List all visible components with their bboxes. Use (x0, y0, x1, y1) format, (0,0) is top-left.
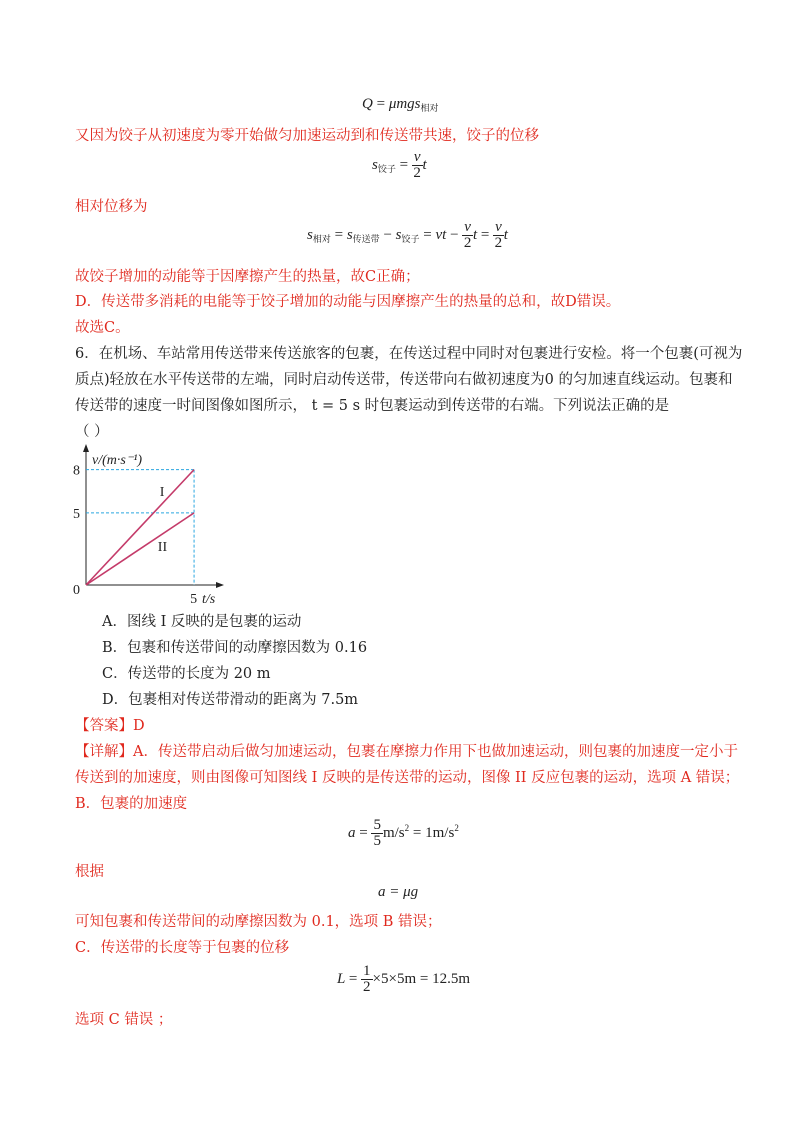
text-line-3: 故饺子增加的动能等于因摩擦产生的热量，故C正确； (75, 269, 420, 285)
eq-l: L (337, 970, 346, 987)
detail-line-3: B．包裹的加速度 (75, 796, 188, 812)
eq-a: a (348, 824, 356, 841)
eq-t: t (422, 156, 427, 173)
series-label-II: II (157, 540, 168, 556)
fraction (493, 220, 504, 251)
text-line-4: D．传送带多消耗的电能等于饺子增加的动能与因摩擦产生的热量的总和，故D错误。 (75, 294, 621, 310)
eq-subscript: 相对 (420, 103, 439, 113)
y-tick-label: 5 (73, 506, 80, 522)
y-axis-arrow (83, 444, 89, 452)
eq-lhs: Q (362, 96, 373, 112)
equation-belt-length: L = $\frac{1}{2}$ ×5×5m = 12.5m (337, 963, 471, 995)
fraction (361, 964, 373, 995)
fraction-num: v (464, 219, 471, 235)
fraction-num: v (413, 149, 421, 165)
question-6-line-3: 传送带的速度一时间图像如图所示， t = 5 s 时包裹运动到传送带的右端。下列说法正确的是 (75, 398, 670, 414)
eq-sub: 饺子 (401, 233, 420, 244)
fraction-den: 2 (463, 235, 472, 251)
eq-rhs: μmgs (388, 96, 421, 112)
eq-s: s (346, 226, 353, 243)
x-axis-arrow (216, 582, 224, 588)
eq-rhs: 1m/s (425, 824, 455, 841)
fraction-den: 2 (363, 979, 371, 995)
eq-s: s (307, 226, 313, 243)
equation-heat: Q = μmgs$_{相对}$ (362, 96, 439, 113)
y-tick-label: 8 (73, 463, 80, 479)
eq-unit: m/s (382, 824, 405, 841)
eq-t: t (503, 226, 508, 243)
fraction-den: 2 (494, 235, 503, 251)
eq-sub: 相对 (312, 233, 331, 244)
x-tick-label: 5 (190, 592, 198, 607)
eq-rest: ×5×5m = 12.5m (372, 970, 471, 987)
series-label-I: I (159, 484, 165, 500)
option-b: B．包裹和传送带间的动摩擦因数为 0.16 (102, 640, 368, 656)
question-6-line-1: 6．在机场、车站常用传送带来传送旅客的包裹，在传送过程中同时对包裹进行安检。将一个包裹(可视为 (75, 346, 743, 362)
fraction (412, 150, 423, 181)
detail-line-7: 选项 C 错误 ； (75, 1012, 173, 1028)
equation-acceleration: a = $\frac{5}{5}$ $m/s^2 = 1m/s^2$ (348, 817, 459, 849)
fraction-den: 2 (413, 165, 421, 181)
origin-label: 0 (73, 583, 80, 598)
question-6-line-2: 质点)轻放在水平传送带的左端，同时启动传送带，传送带向右做初速度为0 的匀加速直线运动。包裹和 (75, 372, 733, 388)
eq-sub: 传送带 (352, 233, 380, 244)
series-line-I (86, 470, 194, 585)
eq-t: t (472, 226, 478, 243)
option-c: C．传送带的长度为 20 m (102, 666, 271, 682)
equation-friction: a = μg (378, 884, 419, 900)
answer-label: 【答案】D (75, 718, 145, 734)
series-line-II (86, 513, 194, 585)
fraction-num: 5 (373, 817, 381, 833)
velocity-time-chart (65, 440, 235, 610)
detail-line-4: 根据 (75, 864, 104, 880)
fraction (371, 818, 383, 849)
question-6-answer-blank: （ ） (75, 424, 109, 440)
eq-vt: vt (435, 226, 447, 243)
option-d: D．包裹相对传送带滑动的距离为 7.5m (102, 692, 359, 708)
text-line-2: 相对位移为 (75, 199, 148, 215)
option-a: A．图线 I 反映的是包裹的运动 (102, 614, 302, 630)
y-axis-label: v/(m·s⁻¹) (92, 453, 143, 468)
detail-line-2: 传送到的加速度，则由图像可知图线 I 反映的是传送带的运动，图像 II 反应包裹的运动，选项 A 错误； (75, 770, 740, 786)
fraction-num: v (495, 219, 502, 235)
x-axis-label: t/s (202, 592, 216, 607)
text-line-5: 故选C。 (75, 320, 130, 336)
eq-s: s (372, 156, 378, 173)
fraction (462, 220, 473, 251)
detail-line-1: 【详解】A．传送带启动后做匀加速运动，包裹在摩擦力作用下也做加速运动，则包裹的加速度一定小于 (75, 744, 738, 760)
fraction-den: 5 (373, 833, 381, 849)
detail-line-5: 可知包裹和传送带间的动摩擦因数为 0.1，选项 B 错误； (75, 914, 442, 930)
eq-subscript: 饺子 (377, 163, 396, 174)
text-line-1: 又因为饺子从初速度为零开始做匀加速运动到和传送带共速，饺子的位移 (75, 128, 539, 144)
eq-s: s (395, 226, 402, 243)
fraction-num: 1 (363, 963, 371, 979)
equation-dumpling-displacement: $s_{饺子}$ = $\frac{v}{2}$ t (372, 149, 427, 181)
equation-relative-displacement: $s_{相对} = s_{传送带} - s_{饺子}$ = vt − $\frac{v}{2}$ t = $\frac{v}{2}$ t (307, 219, 508, 251)
detail-line-6: C．传送带的长度等于包裹的位移 (75, 940, 290, 956)
